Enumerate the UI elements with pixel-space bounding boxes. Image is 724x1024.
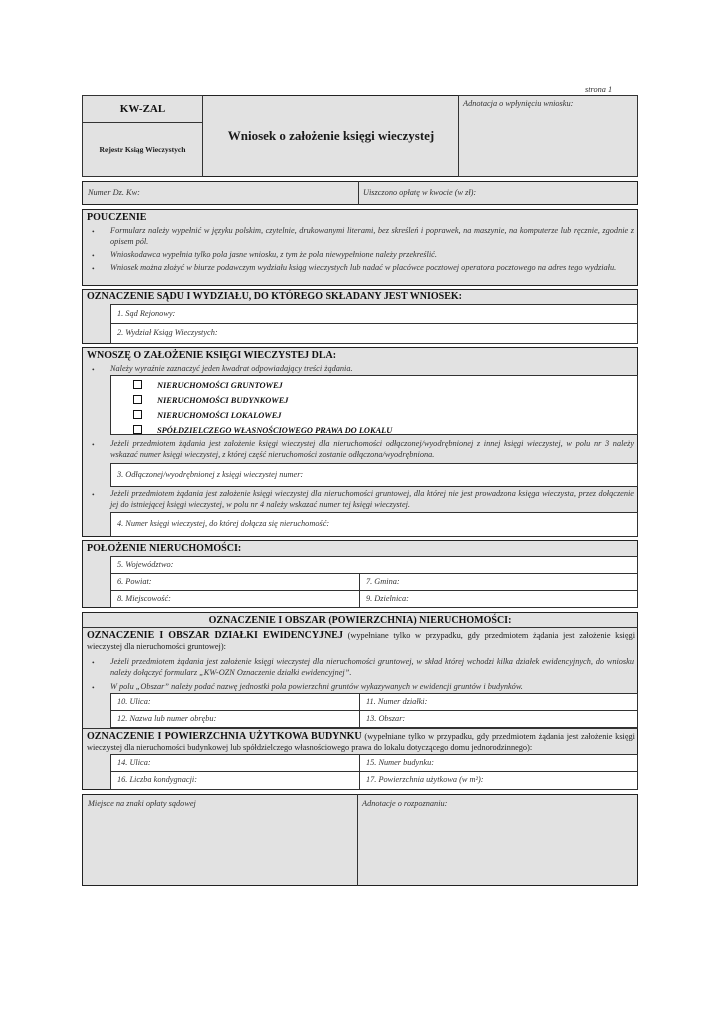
page-number: strona 1	[585, 85, 613, 94]
court-fee-stamps-label: Miejsce na znaki opłaty sądowej	[88, 799, 196, 808]
bullet-icon: •	[92, 490, 95, 499]
bullet-icon: •	[92, 264, 95, 273]
journal-number-label: Numer Dz. Kw:	[88, 188, 140, 197]
district-label: 9. Dzielnica:	[366, 594, 409, 603]
building-number-label: 15. Numer budynku:	[366, 758, 434, 767]
instruction-heading: POUCZENIE	[87, 212, 147, 223]
plot-heading-note: (wypełniane tylko w przypadku, gdy przedmiotem żądania jest założenie księgi wieczystej dla nieruchomości gruntowej):	[87, 631, 635, 651]
building-street-label: 14. Ulica:	[117, 758, 151, 767]
request-note-detached: Jeżeli przedmiotem żądania jest założenie księgi wieczystej dla nieruchomości odłączonej/wyodrębnionej z innej księgi wieczystej, w polu nr 3 należy wskazać numer księgi wieczystej, z której część nieruchomości zostanie odłączona/wyodrębniona.	[110, 439, 634, 459]
court-field-label: 1. Sąd Rejonowy:	[117, 309, 176, 318]
option-building-property-label: NIERUCHOMOŚCI BUDYNKOWEJ	[157, 396, 289, 405]
checkbox-building-property[interactable]	[133, 395, 142, 404]
option-cooperative-right-label: SPÓŁDZIELCZEGO WŁASNOŚCIOWEGO PRAWA DO LOKALU	[157, 426, 393, 435]
request-note: Należy wyraźnie zaznaczyć jeden kwadrat odpowiadający treści żądania.	[110, 364, 353, 373]
storeys-label: 16. Liczba kondygnacji:	[117, 775, 197, 784]
plot-bullet: Jeżeli przedmiotem żądania jest założenie księgi wieczystej dla nieruchomości gruntowej, w skład której wchodzi kilka działek ewidencyjnych, do wniosku należy dołączyć formularz „KW-OZN Oznaczenie działki ewidencyjnej”.	[110, 657, 634, 677]
building-heading-note: (wypełniane tylko w przypadku, gdy przedmiotem żądania jest założenie księgi wieczystej dla nieruchomości budynkowej lub spółdzielczego własnościowego prawa do lokalu dotyczącego domu jednorodzinnego):	[87, 732, 635, 752]
bullet-icon: •	[92, 658, 95, 667]
option-premises-property-label: NIERUCHOMOŚCI LOKALOWEJ	[157, 411, 282, 420]
court-heading: OZNACZENIE SĄDU I WYDZIAŁU, DO KTÓREGO SKŁADANY JEST WNIOSEK:	[87, 291, 462, 302]
bullet-icon: •	[92, 683, 95, 692]
instruction-bullet: Wnioskodawca wypełnia tylko pola jasne wniosku, z tym że pola niewypełnione należy przekreślić.	[110, 250, 437, 259]
department-field-label: 2. Wydział Ksiąg Wieczystych:	[117, 328, 218, 337]
plot-street-label: 10. Ulica:	[117, 697, 151, 706]
building-heading-block	[87, 731, 635, 753]
office-fields-row	[82, 181, 638, 205]
locality-label: 8. Miejscowość:	[117, 594, 171, 603]
request-heading: WNOSZĘ O ZAŁOŻENIE KSIĘGI WIECZYSTEJ DLA:	[87, 350, 337, 361]
receipt-annotation-label: Adnotacja o wpłynięciu wniosku:	[463, 99, 574, 108]
bullet-icon: •	[92, 251, 95, 260]
review-annotation-label: Adnotacje o rozpoznaniu:	[362, 799, 448, 808]
plot-number-label: 11. Numer działki:	[366, 697, 428, 706]
location-heading: POŁOŻENIE NIERUCHOMOŚCI:	[87, 543, 242, 554]
plot-bullet: W polu „Obszar” należy podać nazwę jednostki pola powierzchni gruntów wykazywanych w ewidencji gruntów i budynków.	[110, 682, 523, 691]
checkbox-premises-property[interactable]	[133, 410, 142, 419]
precinct-label: 12. Nazwa lub numer obrębu:	[117, 714, 217, 723]
fee-paid-label: Uiszczono opłatę w kwocie (w zł):	[363, 188, 477, 197]
form-title: Wniosek o założenie księgi wieczystej	[227, 128, 435, 143]
join-kw-number-label: 4. Numer księgi wieczystej, do której dołącza się nieruchomość:	[117, 519, 330, 528]
commune-field[interactable]	[359, 573, 638, 591]
bullet-icon: •	[92, 440, 95, 449]
building-heading: OZNACZENIE I POWIERZCHNIA UŻYTKOWA BUDYNKU	[87, 731, 362, 742]
instruction-section	[82, 209, 638, 286]
request-note-join: Jeżeli przedmiotem żądania jest założenie księgi wieczystej dla nieruchomości gruntowej, dla której nie jest prowadzona księga wieczysta, przez dołączenie jej do istniejącej księgi wieczystej, w polu nr 4 należy wskazać numer tej księgi wieczystej.	[110, 489, 634, 509]
bullet-icon: •	[92, 227, 95, 236]
bullet-icon: •	[92, 365, 95, 374]
voivodeship-label: 5. Województwo:	[117, 560, 174, 569]
option-land-property-label: NIERUCHOMOŚCI GRUNTOWEJ	[157, 381, 283, 390]
checkbox-land-property[interactable]	[133, 380, 142, 389]
plot-heading-block	[87, 630, 635, 652]
instruction-bullet: Wniosek można złożyć w biurze podawczym wydziału ksiąg wieczystych lub nadać w placówce pocztowej operatora pocztowego na adres tego wydziału.	[110, 263, 617, 272]
instruction-bullet: Formularz należy wypełnić w języku polskim, czytelnie, drukowanymi literami, bez skreśleń i poprawek, na maszynie, na komputerze lub ręcznie, zgodnie z opisem pól.	[110, 226, 634, 246]
county-label: 6. Powiat:	[117, 577, 152, 586]
area-heading: OZNACZENIE I OBSZAR (POWIERZCHNIA) NIERUCHOMOŚCI:	[208, 615, 512, 626]
plot-heading: OZNACZENIE I OBSZAR DZIAŁKI EWIDENCYJNEJ	[87, 630, 343, 641]
plot-area-label: 13. Obszar:	[366, 714, 406, 723]
form-code: KW-ZAL	[119, 103, 166, 115]
checkbox-cooperative-right[interactable]	[133, 425, 142, 434]
commune-label: 7. Gmina:	[366, 577, 400, 586]
usable-area-label: 17. Powierzchnia użytkowa (w m²):	[366, 775, 484, 784]
detached-kw-number-label: 3. Odłączonej/wyodrębnionej z księgi wieczystej numer:	[117, 470, 304, 479]
voivodeship-field[interactable]	[110, 556, 638, 574]
registry-name: Rejestr Ksiąg Wieczystych	[99, 145, 186, 154]
court-field[interactable]	[110, 304, 638, 324]
